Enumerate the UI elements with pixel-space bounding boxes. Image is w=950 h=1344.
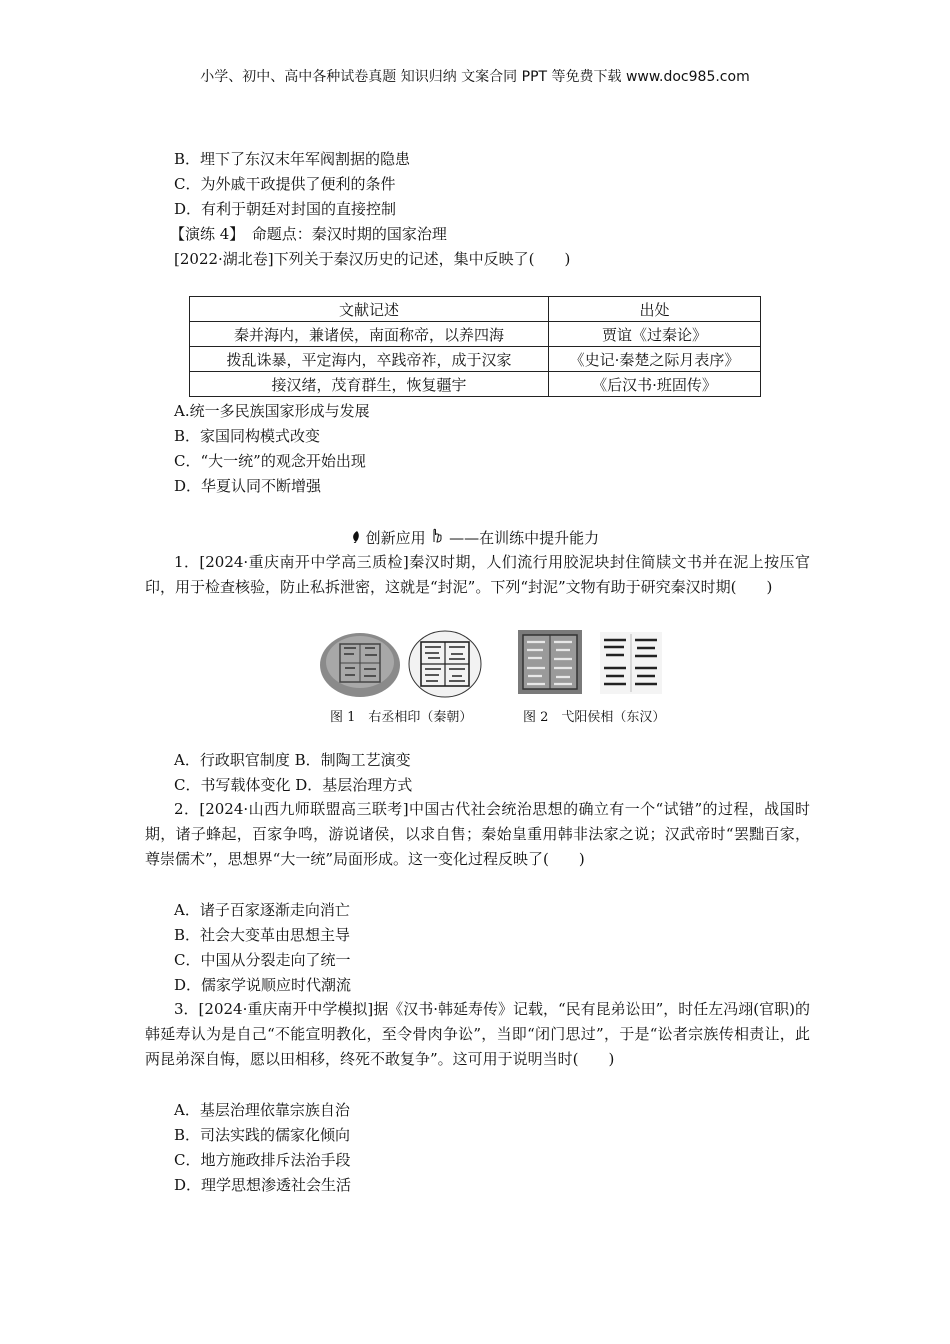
figure-2-seal-images	[516, 628, 666, 698]
drill4-title: 【演练 4】 命题点：秦汉时期的国家治理	[170, 225, 447, 243]
prev-option-c: C．为外戚干政提供了便利的条件	[174, 175, 396, 193]
question-2-option-c: C．中国从分裂走向了统一	[174, 951, 351, 969]
drill4-option-b: B．家国同构模式改变	[174, 427, 321, 445]
drill4-stem: [2022·湖北卷]下列关于秦汉历史的记述，集中反映了( )	[174, 250, 571, 268]
figure-2-caption: 图 2 弋阳侯相（东汉）	[523, 710, 666, 725]
table-header-row	[190, 297, 761, 322]
section-title	[0, 527, 950, 548]
table-cell: 贾谊《过秦论》	[549, 322, 761, 347]
source-table	[189, 296, 761, 397]
figure-1-seal-images	[318, 628, 498, 700]
table-cell: 秦并海内，兼诸侯，南面称帝，以养四海	[190, 322, 549, 347]
question-1-options-line-1: A．行政职官制度 B．制陶工艺演变	[174, 751, 411, 769]
table-header: 出处	[549, 297, 761, 322]
page-header: 小学、初中、高中各种试卷真题 知识归纳 文案合同 PPT 等免费下载 www.doc985.com	[200, 69, 750, 85]
leaf-icon	[351, 529, 366, 547]
question-3	[145, 997, 810, 1072]
table-cell: 接汉绪，茂育群生，恢复疆宇	[190, 372, 549, 397]
figure-1-caption: 图 1 右丞相印（秦朝）	[330, 710, 473, 725]
section-title-text: 创新应用	[365, 529, 426, 547]
drill4-option-d: D．华夏认同不断增强	[174, 477, 322, 495]
table-cell: 拨乱诛暴，平定海内，卒践帝祚，成于汉家	[190, 347, 549, 372]
question-2-option-d: D．儒家学说顺应时代潮流	[174, 976, 352, 994]
question-1-options-line-2: C．书写载体变化 D．基层治理方式	[174, 776, 413, 794]
question-1	[145, 550, 810, 600]
question-3-option-a: A．基层治理依靠宗族自治	[174, 1101, 350, 1119]
question-2-option-b: B．社会大变革由思想主导	[174, 926, 351, 944]
question-3-option-b: B．司法实践的儒家化倾向	[174, 1126, 351, 1144]
question-3-option-c: C．地方施政排斥法治手段	[174, 1151, 351, 1169]
table-cell: 《后汉书·班固传》	[549, 372, 761, 397]
prev-option-d: D．有利于朝廷对封国的直接控制	[174, 200, 397, 218]
hand-icon	[427, 529, 449, 547]
question-3-option-d: D．理学思想渗透社会生活	[174, 1176, 352, 1194]
question-3-text: 3．[2024·重庆南开中学模拟]据《汉书·韩延寿传》记载，“民有昆弟讼田”，时任左冯翊(官职)的韩延寿认为是自己“不能宣明教化，至令骨肉争讼”，当即“闭门思过”，于是“讼者宗族传相责让，此两昆弟深自悔，愿以田相移，终死不敢复争”。这可用于说明当时( )	[145, 1000, 811, 1068]
table-header: 文献记述	[190, 297, 549, 322]
drill4-option-a: A.统一多民族国家形成与发展	[174, 402, 370, 420]
table-row	[190, 322, 761, 347]
table-cell: 《史记·秦楚之际月表序》	[549, 347, 761, 372]
question-2-text: 2．[2024·山西九师联盟高三联考]中国古代社会统治思想的确立有一个“试错”的过程，战国时期，诸子蜂起，百家争鸣，游说诸侯，以求自售；秦始皇重用韩非法家之说；汉武帝时“罢黜百家，尊崇儒术”，思想界“大一统”局面形成。这一变化过程反映了( )	[145, 800, 810, 868]
section-subtitle: ——在训练中提升能力	[449, 529, 600, 547]
drill4-option-c: C．“大一统”的观念开始出现	[174, 452, 366, 470]
question-1-text: 1．[2024·重庆南开中学高三质检]秦汉时期，人们流行用胶泥块封住简牍文书并在泥上按压官印，用于检查核验，防止私拆泄密，这就是“封泥”。下列“封泥”文物有助于研究秦汉时期( )	[145, 553, 810, 596]
question-2	[145, 797, 810, 872]
question-2-option-a: A．诸子百家逐渐走向消亡	[174, 901, 350, 919]
table-row	[190, 372, 761, 397]
table-row	[190, 347, 761, 372]
prev-option-b: B．埋下了东汉末年军阀割据的隐患	[174, 150, 411, 168]
